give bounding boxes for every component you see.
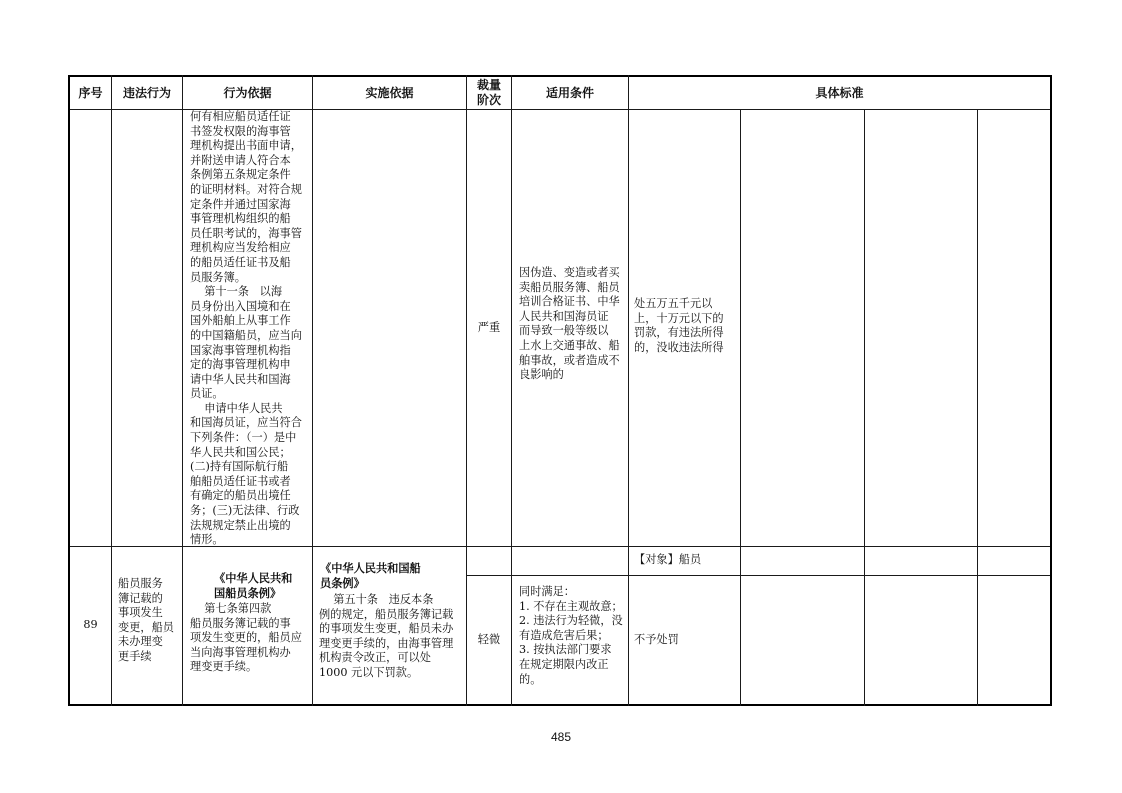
header-standard: 具体标准 <box>815 85 864 100</box>
header-impl-basis: 实施依据 <box>365 85 414 100</box>
row2-basis-text: 第七条第四款 船员服务簿记载的事 项发生变更的，船员应 当向海事管理机构办 理变更手续。 <box>190 602 302 674</box>
row2-seq: 89 <box>83 618 98 632</box>
header-seq: 序号 <box>78 85 103 100</box>
row1-basis-text: 何有相应船员适任证 书签发权限的海事管 理机构提出书面申请， 并附送申请人符合本 条例第五条规定条件 的证明材料。对符合规 定条件并通过国家海 事管理机构组织的船 员任职考试的，海事管 理机构应当发给相应 的船员适任证书及船 员服务簿。 第十一条 以海 员身份出入国境和在 国外船舶上从事工作 的中国籍船员，应当向 国家海事管理机构指 定的海事管理机构申 请中华人民共和国海 员证。 申请中华人民共 和国海员证，应当符合 下列条件：（一）是中 华人民共和国公民； (二)持有国际航行船 舶船员适任证书或者 有确定的船员出境任 务；(三)无法律、行政 法规规定禁止出境的 情形。 <box>190 110 302 547</box>
row1-standard: 处五万五千元以 上，十万元以下的 罚款，有违法所得 的，没收违法所得 <box>634 297 724 354</box>
page-number: 485 <box>550 730 572 744</box>
col-divider <box>628 75 629 706</box>
col-divider <box>182 75 183 706</box>
header-condition: 适用条件 <box>545 85 594 100</box>
col-divider <box>111 75 112 706</box>
col-divider <box>864 109 865 706</box>
row2-basis-title: 《中华人民共和 国船员条例》 <box>214 572 293 600</box>
row2-object: 【对象】船员 <box>634 553 702 566</box>
row2-violation: 船员服务 簿记载的 事项发生 变更，船员 未办理变 更手续 <box>118 577 174 663</box>
row2-standard: 不予处罚 <box>634 633 679 646</box>
table-right-border <box>1050 75 1052 706</box>
header-level: 裁量 阶次 <box>476 78 501 107</box>
object-row-divider <box>466 575 1052 576</box>
col-divider <box>977 109 978 706</box>
row1-level: 严重 <box>477 320 501 334</box>
row2-level: 轻微 <box>477 632 501 646</box>
col-divider <box>740 109 741 706</box>
header-basis: 行为依据 <box>223 85 272 100</box>
row2-impl-text: 第五十条 违反本条 例的规定，船员服务簿记载 的事项发生变更，船员未办 理变更手续的，由海事管理 机构责令改正，可以处 1000 元以下罚款。 <box>319 593 454 679</box>
col-divider <box>312 75 313 706</box>
table-bottom-border <box>68 704 1052 706</box>
row2-impl-title: 《中华人民共和国船 员条例》 <box>320 562 421 590</box>
header-violation: 违法行为 <box>122 85 171 100</box>
col-divider <box>511 75 512 706</box>
row2-condition: 同时满足： 1. 不存在主观故意； 2. 违法行为轻微，没 有造成危害后果； 3. 按执法部门要求 在规定期限内改正 的。 <box>519 585 623 686</box>
row1-condition: 因伪造、变造或者买 卖船员服务簿、船员 培训合格证书、中华 人民共和国海员证 而导致一般等级以 上水上交通事故、船 舶事故，或者造成不 良影响的 <box>519 266 620 382</box>
penalty-standard-table <box>68 75 1052 706</box>
